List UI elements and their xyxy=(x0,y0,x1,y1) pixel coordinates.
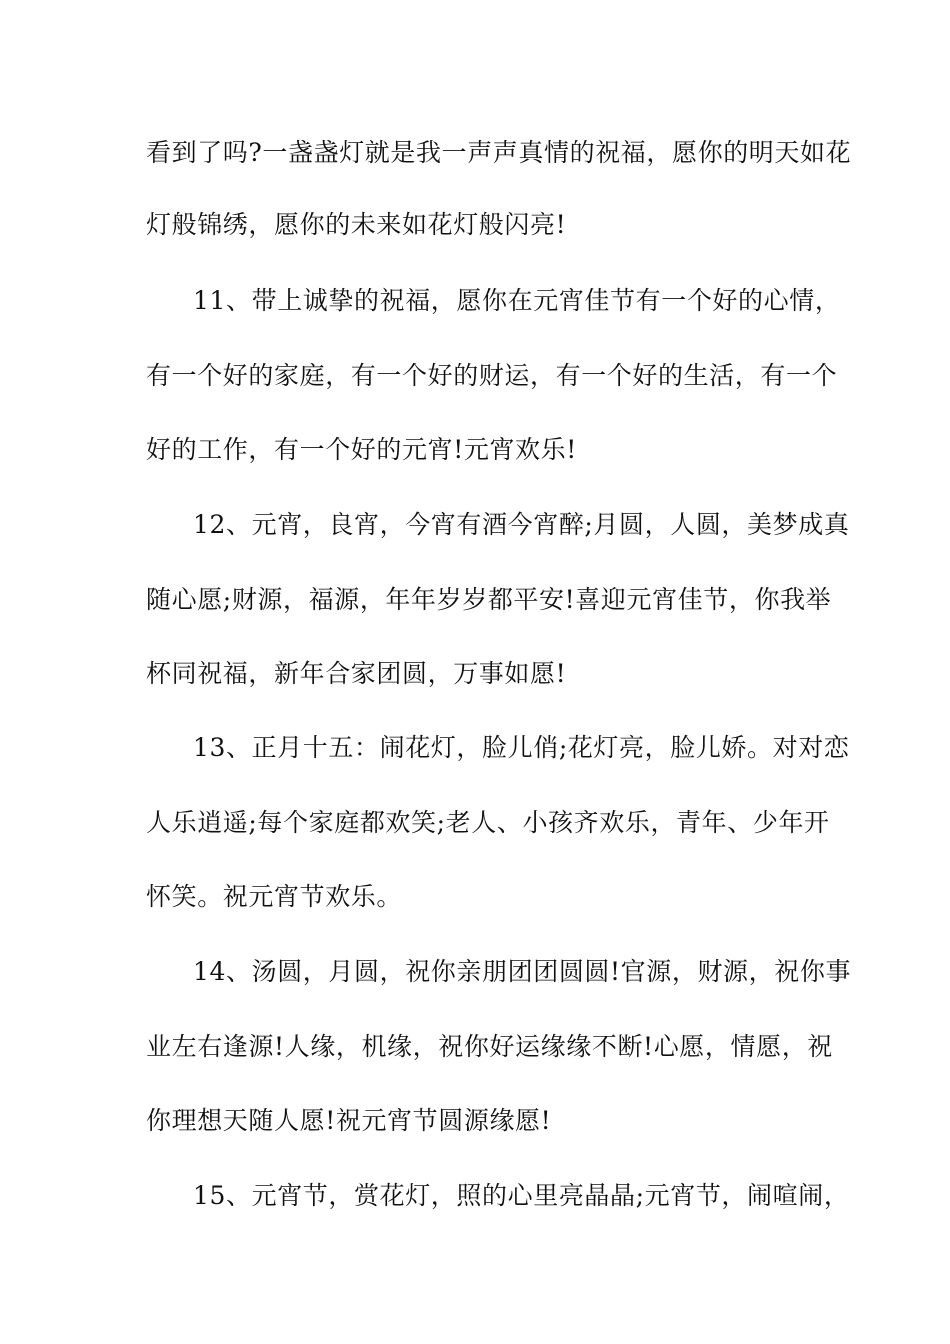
text-line: 杯同祝福，新年合家团圆，万事如愿! xyxy=(146,659,567,688)
text-line: 你理想天随人愿!祝元宵节圆源缘愿! xyxy=(146,1106,552,1135)
text-line: 灯般锦绣，愿你的未来如花灯般闪亮! xyxy=(146,210,567,239)
paragraph-12-start: 12、元宵，良宵，今宵有酒今宵醉;月圆，人圆，美梦成真 xyxy=(193,510,850,539)
paragraph-13-start: 13、正月十五：闹花灯，脸儿俏;花灯亮，脸儿娇。对对恋 xyxy=(193,733,850,762)
text-line: 随心愿;财源，福源，年年岁岁都平安!喜迎元宵佳节，你我举 xyxy=(146,585,832,614)
text-line: 好的工作，有一个好的元宵!元宵欢乐! xyxy=(146,435,577,464)
paragraph-15-start: 15、元宵节，赏花灯，照的心里亮晶晶;元宵节，闹喧闹， xyxy=(193,1181,850,1210)
text-line: 怀笑。祝元宵节欢乐。 xyxy=(146,882,403,911)
paragraph-14-start: 14、汤圆，月圆，祝你亲朋团团圆圆!官源，财源，祝你事 xyxy=(193,957,852,986)
text-line: 有一个好的家庭，有一个好的财运，有一个好的生活，有一个 xyxy=(146,361,838,390)
text-line: 人乐逍遥;每个家庭都欢笑;老人、小孩齐欢乐，青年、少年开 xyxy=(146,808,830,837)
text-line: 看到了吗?一盏盏灯就是我一声声真情的祝福，愿你的明天如花 xyxy=(146,138,852,167)
paragraph-11-start: 11、带上诚挚的祝福，愿你在元宵佳节有一个好的心情， xyxy=(193,286,841,315)
text-line: 业左右逢源!人缘，机缘，祝你好运缘缘不断!心愿，情愿，祝 xyxy=(146,1032,833,1061)
